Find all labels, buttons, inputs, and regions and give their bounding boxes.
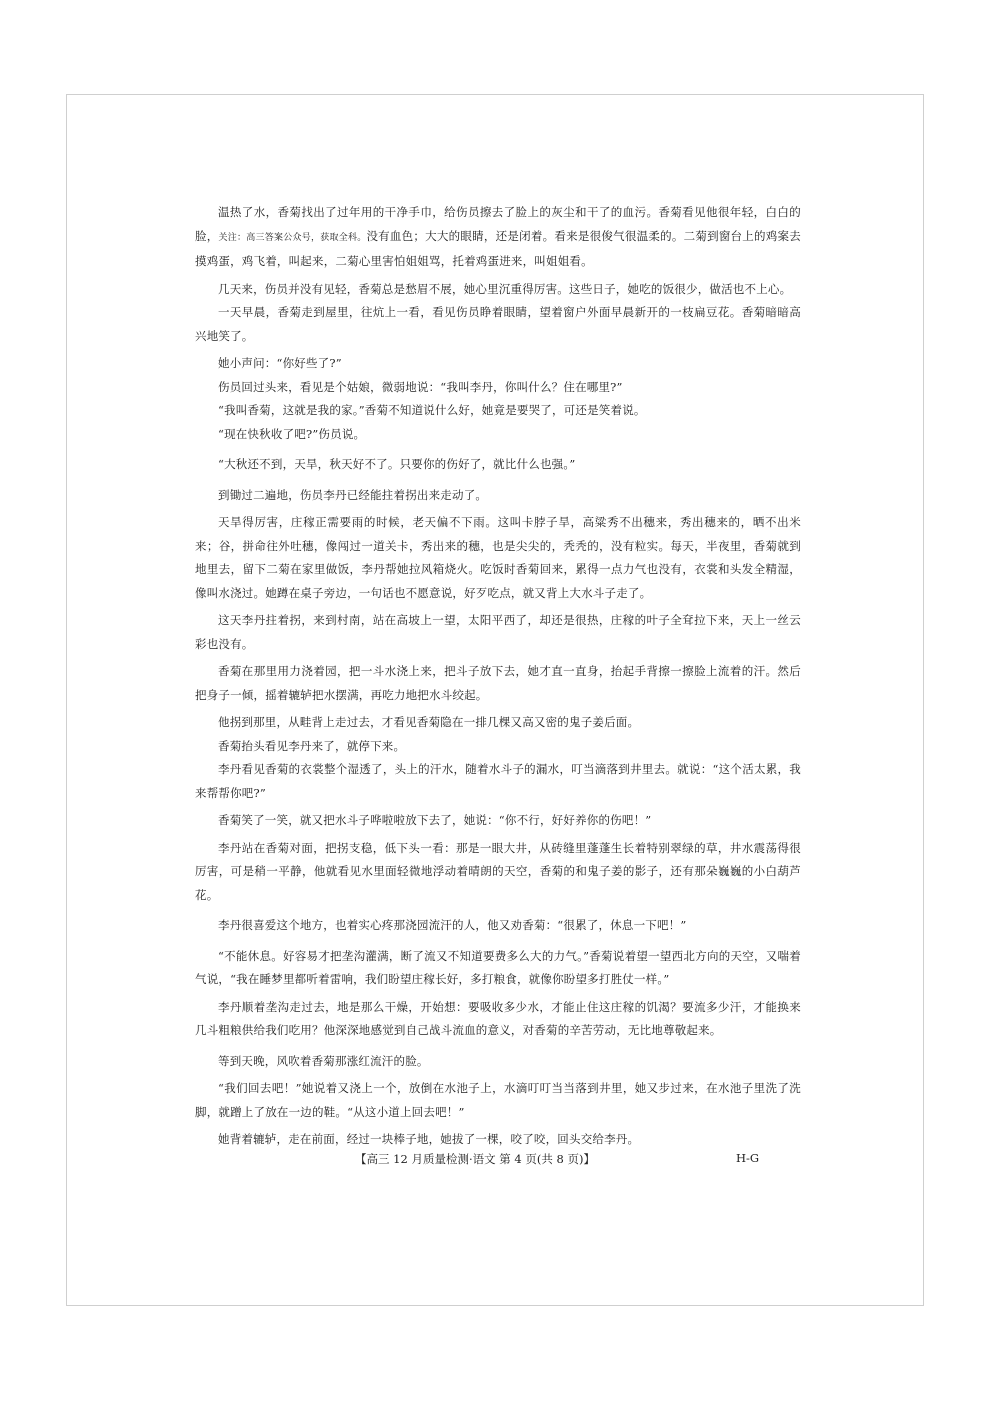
paragraph-2: 几天来，伤员并没有见轻，香菊总是愁眉不展，她心里沉重得厉害。这些日子，她吃的饭很少，做活也不上心。	[218, 281, 792, 296]
paragraph-16: 香菊笑了一笑，就又把水斗子哗啦啦放下去了，她说：“你不行，好好养你的伤吧！”	[218, 813, 652, 827]
paragraph-9: 到锄过二遍地，伤员李丹已经能拄着拐出来走动了。	[218, 487, 488, 502]
page-footer	[195, 1151, 801, 1171]
paragraph-8: “大秋还不到，天旱，秋天好不了。只要你的伤好了，就比什么也强。”	[218, 457, 576, 471]
paragraph-7: “现在快秋收了吧?”伤员说。	[218, 426, 366, 441]
paragraph-15: 李丹看见香菊的衣裳整个湿透了，头上的汗水，随着水斗子的漏水，叮当滴落到井里去。就说：“这个活太累，我来帮帮你吧?”	[195, 762, 801, 800]
inline-note: 关注：高三答案公众号，获取全科。	[218, 232, 367, 243]
paragraph-20: 李丹顺着垄沟走过去，地是那么干燥，开始想：要吸收多少水，才能止住这庄稼的饥渴？要流多少汗，才能换来几斗粗粮供给我们吃用？他深深地感觉到自己战斗流血的意义，对香菊的辛苦劳动，无比地尊敬起来。	[195, 999, 801, 1037]
paragraph-19: “不能休息。好容易才把垄沟灌满，断了流又不知道要费多么大的力气。”香菊说着望一望西北方向的天空，又喘着气说，“我在睡梦里都听着雷响，我们盼望庄稼长好，多打粮食，就像你盼望多打胜仗一样。”	[195, 948, 801, 986]
paragraph-12: 香菊在那里用力浇着园，把一斗水浇上来，把斗子放下去，她才直一直身，抬起手背擦一擦脸上流着的汗。然后把身子一倾，摇着辘轳把水摆满，再吃力地把水斗绞起。	[195, 664, 801, 702]
paragraph-14: 香菊抬头看见李丹来了，就停下来。	[218, 738, 406, 753]
paragraph-21: 等到天晚，风吹着香菊那涨红流汗的脸。	[218, 1053, 429, 1068]
paragraph-4: 她小声问：“你好些了?”	[218, 356, 342, 370]
paragraph-10: 天旱得厉害，庄稼正需要雨的时候，老天偏不下雨。这叫卡脖子旱，高粱秀不出穗来，秀出穗来的，晒不出米来；谷，拼命往外吐穗，像闯过一道关卡，秀出来的穗，也是尖尖的，秃秃的，没有粒实。每天，半夜里，香菊就到地里去，留下二菊在家里做饭，李丹帮她拉风箱烧火。吃饭时香菊回来，累得一点力气也没有，衣裳和头发全精湿，像叫水浇过。她蹲在桌子旁边，一句话也不愿意说，好歹吃点，就又背上大水斗子走了。	[195, 515, 801, 600]
paragraph-1: 温热了水，香菊找出了过年用的干净手巾，给伤员擦去了脸上的灰尘和干了的血污。香菊看见他很年轻，白白的脸，关注：高三答案公众号，获取全科。没有血色；大大的眼睛，还是闭着。看来是很俊气很温柔的。二菊到窗台上的鸡案去摸鸡蛋，鸡飞着，叫起来，二菊心里害怕姐姐骂，托着鸡蛋进来，叫姐姐看。	[195, 205, 801, 268]
paragraph-11: 这天李丹拄着拐，来到村南，站在高坡上一望，太阳平西了，却还是很热，庄稼的叶子全耷拉下来，天上一丝云彩也没有。	[195, 613, 801, 651]
footer-title: 【高三 12 月质量检测·语文 第 4 页(共 8 页)】	[355, 1152, 595, 1166]
paragraph-3: 一天早晨，香菊走到屋里，往炕上一看，看见伤员睁着眼睛，望着窗户外面早晨新开的一枝扁豆花。香菊暗暗高兴地笑了。	[195, 305, 801, 343]
paragraph-6: “我叫香菊，这就是我的家。”香菊不知道说什么好，她竟是要哭了，可还是笑着说。	[218, 403, 646, 417]
article-body	[195, 201, 801, 1156]
paragraph-22: “我们回去吧！”她说着又浇上一个，放倒在水池子上，水滴叮叮当当落到井里，她又步过来，在水池子里洗了洗脚，就蹭上了放在一边的鞋。“从这小道上回去吧！”	[195, 1081, 801, 1119]
paragraph-13: 他拐到那里，从畦背上走过去，才看见香菊隐在一排几棵又高又密的鬼子姜后面。	[218, 715, 640, 729]
paragraph-5: 伤员回过头来，看见是个姑娘，微弱地说：“我叫李丹，你叫什么？住在哪里?”	[218, 379, 623, 394]
footer-code: H-G	[736, 1151, 760, 1165]
paragraph-23: 她背着辘轳，走在前面，经过一块棒子地，她拔了一棵，咬了咬，回头交给李丹。	[218, 1132, 640, 1146]
paragraph-17: 李丹站在香菊对面，把拐支稳，低下头一看：那是一眼大井，从砖缝里蓬蓬生长着特别翠绿的草，井水震荡得很厉害，可是稍一平静，他就看见水里面轻微地浮动着晴朗的天空，香菊的和鬼子姜的影子，还有那朵巍巍的小白葫芦花。	[195, 840, 801, 902]
paragraph-18: 李丹很喜爱这个地方，也着实心疼那浇园流汗的人，他又劝香菊：“很累了，休息一下吧！”	[218, 918, 687, 932]
